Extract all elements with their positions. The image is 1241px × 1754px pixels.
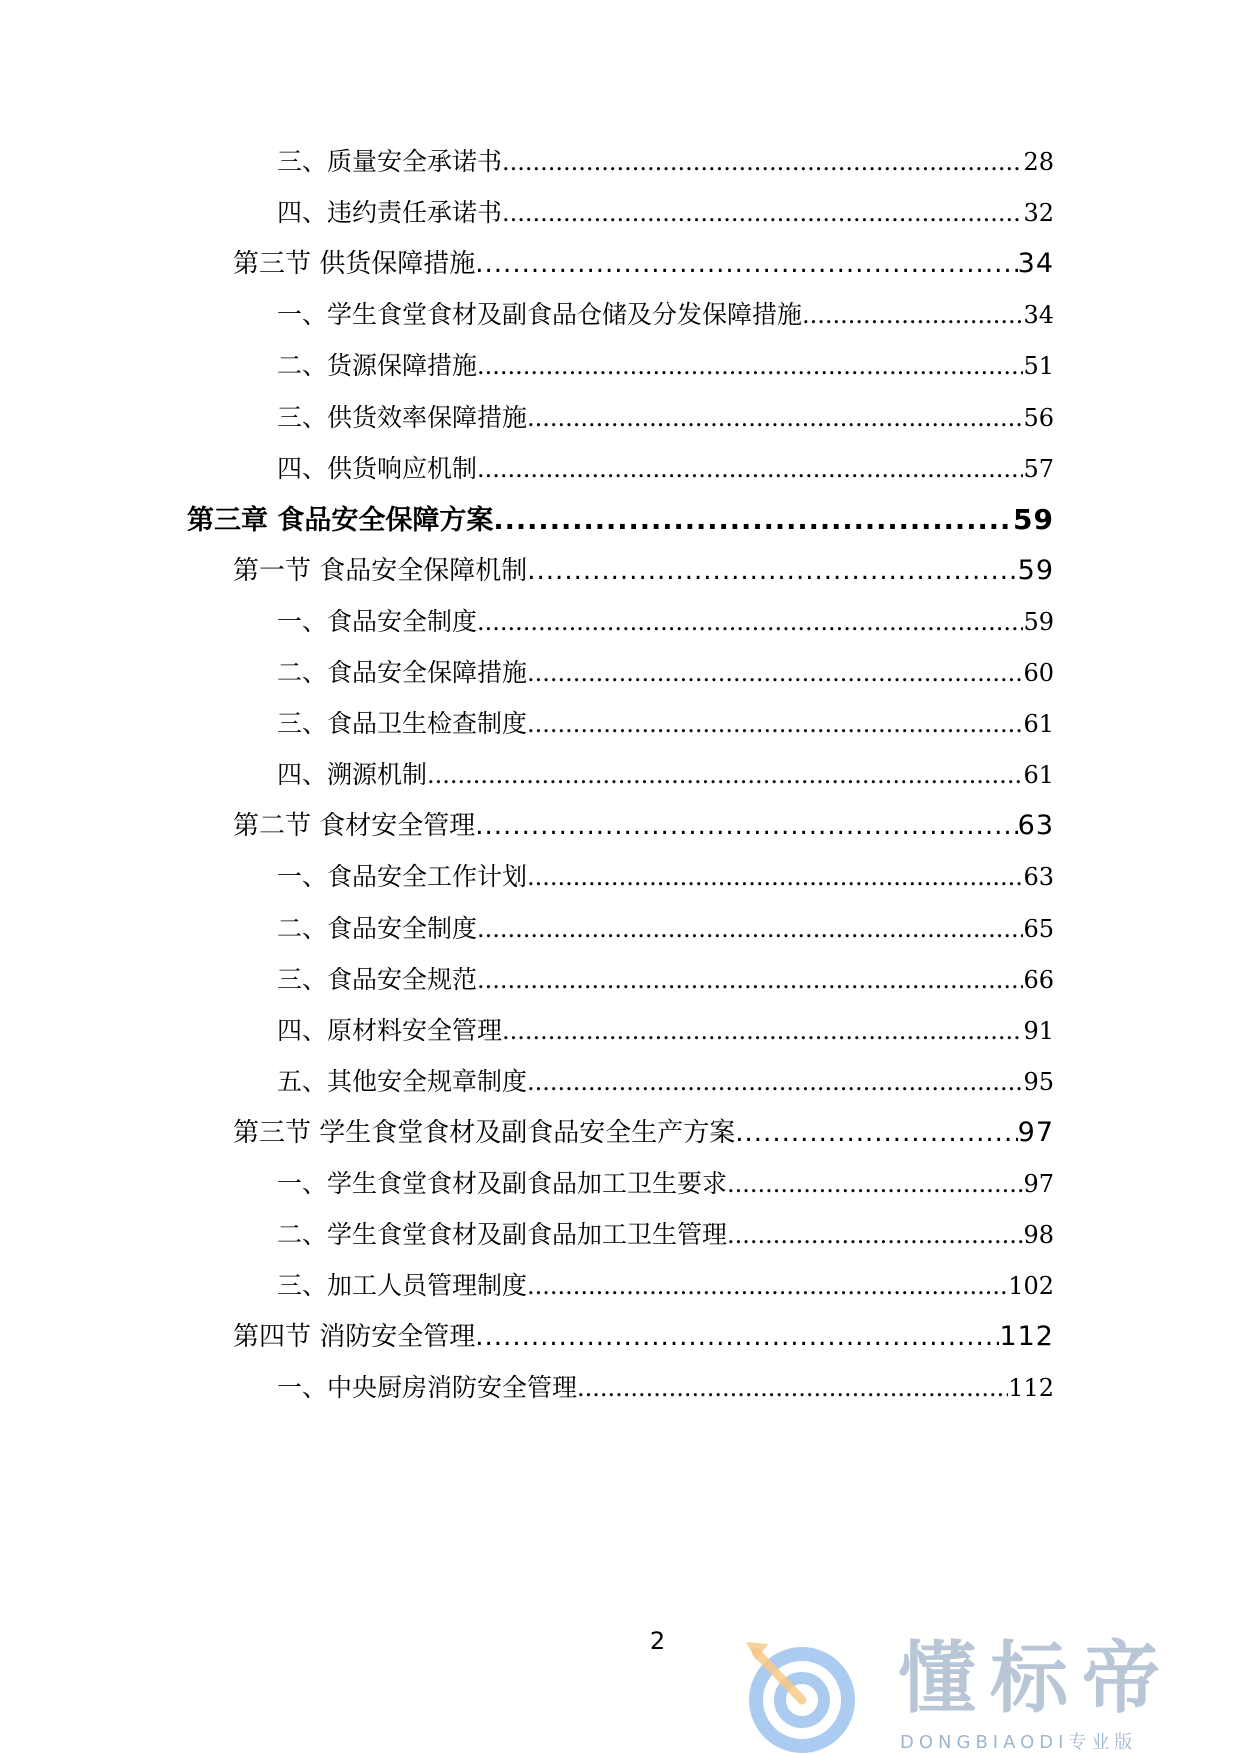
dot-leader [527, 396, 1023, 440]
toc-entry-title: 第三节 学生食堂食材及副食品安全生产方案 [233, 1118, 736, 1148]
toc-entry-page: 97 [1023, 1170, 1054, 1198]
toc-section-entry[interactable] [233, 804, 1054, 848]
toc-entry-title: 三、质量安全承诺书 [277, 147, 503, 176]
dot-leader [475, 1315, 999, 1359]
toc-chapter-entry[interactable] [187, 498, 1054, 542]
toc-entry-title: 三、食品卫生检查制度 [277, 709, 528, 738]
toc-entry-title: 五、其他安全规章制度 [277, 1067, 528, 1096]
dot-leader [527, 702, 1023, 746]
toc-entry-title: 一、食品安全工作计划 [277, 862, 528, 891]
toc-item-entry[interactable] [277, 1264, 1054, 1308]
page-number: 2 [649, 1627, 666, 1655]
toc-item-entry[interactable] [277, 702, 1054, 746]
toc-entry-title: 四、供货响应机制 [277, 454, 478, 483]
toc-item-entry[interactable] [277, 1162, 1054, 1206]
toc-entry-title: 三、供货效率保障措施 [277, 403, 528, 432]
dot-leader [527, 549, 1017, 593]
watermark [740, 1630, 1230, 1754]
toc-item-entry[interactable] [277, 855, 1054, 899]
toc-entry-title: 四、违约责任承诺书 [277, 198, 503, 227]
toc-item-entry[interactable] [277, 600, 1054, 644]
toc-entry-title: 三、食品安全规范 [277, 965, 478, 994]
dot-leader [475, 242, 1017, 286]
watermark-subtitle: DONGBIAODI专业版 [900, 1732, 1138, 1753]
toc-entry-page: 63 [1017, 810, 1054, 841]
toc-item-entry[interactable] [277, 1060, 1054, 1104]
toc-entry-page: 102 [1008, 1272, 1054, 1300]
toc-entry-page: 34 [1017, 248, 1054, 279]
toc-item-entry[interactable] [277, 907, 1054, 951]
toc-entry-title: 二、货源保障措施 [277, 351, 478, 380]
toc-entry-page: 57 [1023, 455, 1054, 483]
dot-leader [477, 600, 1023, 644]
toc-section-entry[interactable] [233, 242, 1054, 286]
toc-section-entry[interactable] [233, 549, 1054, 593]
toc-entry-title: 第三节 供货保障措施 [233, 249, 476, 279]
toc-entry-page: 97 [1017, 1117, 1054, 1148]
toc-entry-title: 四、溯源机制 [277, 760, 428, 789]
toc-entry-page: 65 [1023, 915, 1054, 943]
toc-item-entry[interactable] [277, 344, 1054, 388]
toc-item-entry[interactable] [277, 191, 1054, 235]
dot-leader [527, 1264, 1008, 1308]
toc-entry-page: 59 [1023, 608, 1054, 636]
toc-item-entry[interactable] [277, 958, 1054, 1002]
toc-entry-title: 第三章 食品安全保障方案 [187, 505, 494, 536]
dot-leader [477, 447, 1023, 491]
dot-leader [527, 855, 1023, 899]
toc-item-entry[interactable] [277, 1366, 1054, 1410]
dot-leader [427, 753, 1023, 797]
toc-entry-title: 二、食品安全制度 [277, 914, 478, 943]
toc-entry-title: 一、学生食堂食材及副食品仓储及分发保障措施 [277, 300, 803, 329]
dot-leader [502, 140, 1023, 184]
toc-entry-page: 28 [1023, 148, 1054, 176]
toc-entry-page: 60 [1023, 659, 1054, 687]
toc-entry-title: 二、学生食堂食材及副食品加工卫生管理 [277, 1220, 728, 1249]
toc-entry-title: 第一节 食品安全保障机制 [233, 556, 528, 586]
toc-entry-page: 61 [1023, 710, 1054, 738]
toc-item-entry[interactable] [277, 293, 1054, 337]
toc-entry-title: 第四节 消防安全管理 [233, 1322, 476, 1352]
toc-entry-page: 91 [1023, 1017, 1054, 1045]
toc-entry-page: 56 [1023, 404, 1054, 432]
toc-entry-title: 四、原材料安全管理 [277, 1016, 503, 1045]
toc-entry-page: 32 [1023, 199, 1054, 227]
toc-section-entry[interactable] [233, 1315, 1054, 1359]
toc-entry-title: 一、中央厨房消防安全管理 [277, 1373, 578, 1402]
dot-leader [493, 499, 1013, 542]
toc-entry-page: 98 [1023, 1221, 1054, 1249]
toc-entry-page: 59 [1017, 555, 1054, 586]
dot-leader [735, 1111, 1017, 1155]
toc-item-entry[interactable] [277, 753, 1054, 797]
watermark-brand: 懂标帝 [898, 1634, 1175, 1724]
dot-leader [477, 344, 1023, 388]
dot-leader [727, 1213, 1023, 1257]
toc-entry-title: 三、加工人员管理制度 [277, 1271, 528, 1300]
toc-entry-page: 66 [1023, 966, 1054, 994]
toc-entry-title: 一、食品安全制度 [277, 607, 478, 636]
dot-leader [727, 1162, 1023, 1206]
toc-entry-page: 61 [1023, 761, 1054, 789]
dot-leader [477, 907, 1023, 951]
toc-entry-title: 二、食品安全保障措施 [277, 658, 528, 687]
toc-item-entry[interactable] [277, 1213, 1054, 1257]
dot-leader [527, 651, 1023, 695]
target-logo-icon [740, 1630, 880, 1754]
toc-item-entry[interactable] [277, 140, 1054, 184]
toc-item-entry[interactable] [277, 447, 1054, 491]
toc-entry-title: 第二节 食材安全管理 [233, 811, 476, 841]
toc-entry-page: 95 [1023, 1068, 1054, 1096]
dot-leader [475, 804, 1017, 848]
toc-entry-page: 112 [1008, 1374, 1054, 1402]
toc-entry-page: 59 [1013, 503, 1054, 536]
toc-entry-title: 一、学生食堂食材及副食品加工卫生要求 [277, 1169, 728, 1198]
dot-leader [527, 1060, 1023, 1104]
toc-entry-page: 112 [999, 1321, 1054, 1352]
dot-leader [577, 1366, 1008, 1410]
dot-leader [477, 958, 1023, 1002]
toc-item-entry[interactable] [277, 396, 1054, 440]
toc-item-entry[interactable] [277, 1009, 1054, 1053]
toc-entry-page: 34 [1023, 301, 1054, 329]
dot-leader [502, 191, 1023, 235]
toc-item-entry[interactable] [277, 651, 1054, 695]
toc-section-entry[interactable] [233, 1111, 1054, 1155]
toc-entry-page: 63 [1023, 863, 1054, 891]
dot-leader [502, 1009, 1023, 1053]
dot-leader [802, 293, 1023, 337]
toc-entry-page: 51 [1023, 352, 1054, 380]
